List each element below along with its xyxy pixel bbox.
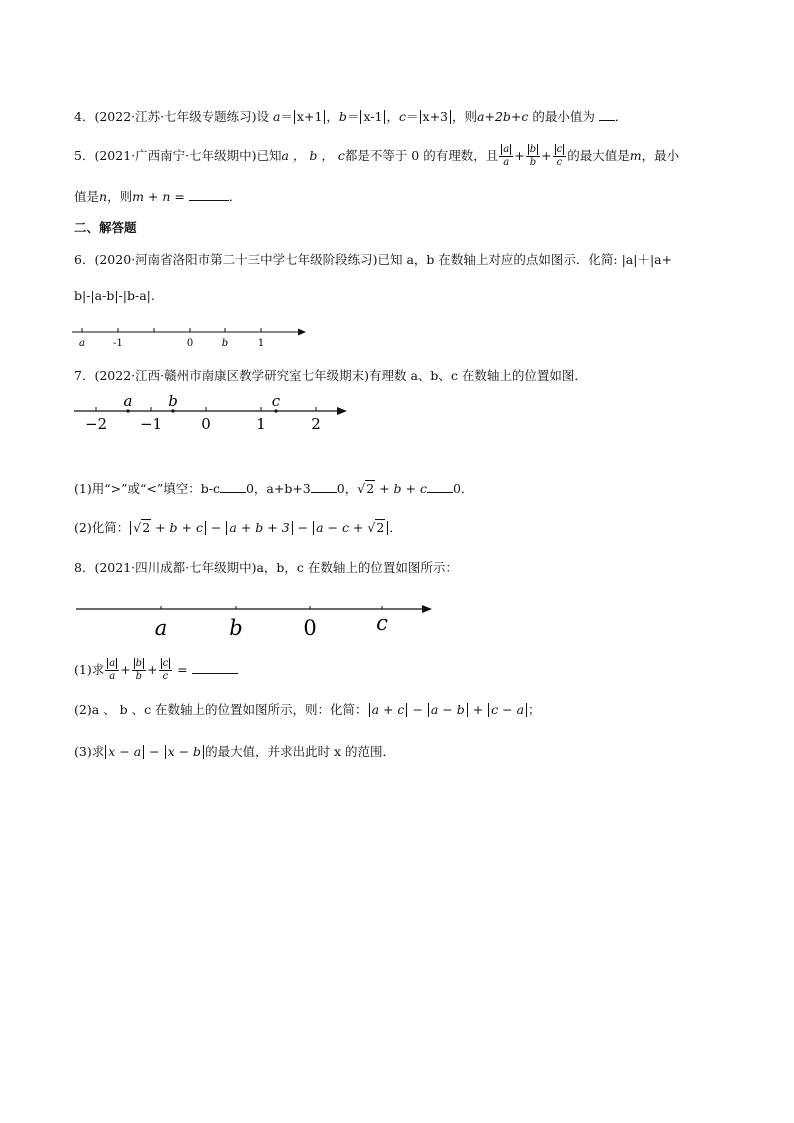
question-7-line-1: 7．(2022·江西·赣州市南康区教学研究室七年级期末)有理数 a、b、c 在数轴上的位置如图． [74,368,587,383]
q7-part2-abs2: a + b + 3 [226,521,292,535]
q4-abs2: x-1 [360,110,385,124]
q5-line2-prefix: 值是 [74,189,100,204]
q4-expr: a+2b+c [477,109,529,124]
q8-frac-b-num: b [135,658,143,669]
q8-arrowhead [422,605,432,613]
q8-frac-a [105,658,119,683]
q4-eq2: ＝ [346,109,360,124]
q4-end: ． [614,109,628,124]
q8-part3-prefix: (3)求 [74,744,105,759]
q6-label-a: a [79,338,85,349]
q5-frac-a-num: a [503,144,510,155]
q7-sqrt-2: √2 [357,481,375,496]
q7-part2-prefix: (2)化简： [74,520,130,535]
q7-part2-minus2: − [293,520,313,535]
q7-part2-abs3: a − c + √2 [313,521,388,535]
q5-var-m: m [629,148,642,163]
q7-number-line [72,392,352,432]
q5-after-frac: 的最大值是 [567,148,630,163]
q7-part1-end: 0． [452,481,474,496]
q8-label-b: b [229,616,243,640]
q7-part-2 [74,520,402,536]
q8-frac-c-num: c [162,658,169,669]
q4-suffix: 的最小值为 [528,109,595,124]
q5-frac-b-num: b [529,144,537,155]
q5-frac-c [553,144,567,169]
q8-part-2 [74,702,541,718]
q8-frac-b [132,658,146,683]
question-4 [74,108,627,125]
q5-frac-b-den: b [529,157,537,168]
q7-label-minus2: −2 [84,415,108,433]
q5-line2-mid: ，则 [107,189,133,204]
q7-label-0: 0 [201,415,211,433]
q7-label-2: 2 [311,415,321,433]
q7-part1-prefix: (1)用“>”或“<”填空：b-c [74,481,220,496]
q6-label-b: b [221,338,229,349]
q5-frac-b [526,144,540,169]
q8-part3-abs2: x − b [165,745,204,759]
q5-end: ． [228,189,242,204]
q4-prefix: 4．(2022·江苏·七年级专题练习)设 [74,109,273,124]
q7-label-1: 1 [256,415,266,433]
q8-label-c: c [376,611,388,635]
q7-arrowhead [337,407,347,415]
q4-abs1: x+1 [294,110,325,124]
q6-label-minus1: -1 [113,338,123,349]
q7-part2-abs3-sqrt: 2 [376,520,385,535]
q7-part2-minus1: − [206,520,226,535]
q7-part2-abs1: √2 + b + c [130,521,206,535]
q8-part2-plus: + [468,702,488,717]
q4-eq1: ＝ [280,109,293,124]
q5-frac-c-num: c [556,144,563,155]
q8-frac-b-den: b [135,671,143,682]
q8-part-3 [74,744,395,760]
q8-part2-end: ； [528,702,541,717]
q7-part2-abs3-text: a − c + [316,520,368,535]
q4-tail: ，则 [452,109,478,124]
q4-var-b: b [338,109,347,124]
q7-label-minus1: −1 [139,415,163,433]
q7-part1-after-sqrt: + b + c [375,481,427,496]
q7-part1-zero2: 0， [336,481,358,496]
q8-part2-abs2: a − b [428,703,468,717]
q8-part2-abs3: c − a [488,703,527,717]
q8-number-line [74,598,444,642]
q5-frac-a-den: a [503,157,510,168]
question-6-line-1: 6．(2020·河南省洛阳市第二十三中学七年级阶段练习)已知 a，b 在数轴上对应的点如图示．化简: |a|＋|a+ [74,252,673,267]
q7-part2-abs1-sqrt: 2 [142,520,151,535]
q8-label-0: 0 [303,616,317,640]
q4-abs3: x+3 [420,110,451,124]
q7-part2-abs1-rest: + b + c [151,520,203,535]
q5-frac-c-den: c [556,157,563,168]
q6-arrowhead [298,329,306,336]
q8-plus-2: + [147,662,158,677]
q5-mid: 都是不等于 0 的有理数，且 [344,148,499,163]
q8-part3-abs1: x − a [105,745,144,759]
q4-var-c: c [398,109,406,124]
q5-frac-a [499,144,513,169]
q8-answer-blank[interactable] [192,661,238,674]
q7-part1-zero1: 0，a+b+3 [245,481,311,496]
q5-answer-blank[interactable] [189,188,229,201]
q7-sqrt-radicand: 2 [366,481,375,496]
q4-var-a: a [272,109,281,124]
q8-frac-a-den: a [109,671,116,682]
q8-part3-suffix: 的最大值，并求出此时 x 的范围． [205,744,396,759]
q5-prefix: 5．(2021·广西南宁·七年级期中)已知 [74,148,282,163]
q7-part-1 [74,480,473,497]
q8-part1-eq: = [173,662,192,677]
q8-part2-minus1: − [408,702,427,717]
question-6-line-2: b|-|a-b|-|b-a|. [74,288,155,303]
q7-label-b: b [168,392,178,410]
question-5-line-2 [74,188,241,205]
section-heading: 二、解答题 [74,220,137,235]
q4-comma1: ， [326,109,339,124]
q8-plus-1: + [120,662,131,677]
q7-blank-3[interactable] [427,480,453,493]
q7-part2-end: ． [389,520,402,535]
q8-frac-c [159,658,173,683]
question-8-line-1: 8．(2021·四川成都·七年级期中)a，b，c 在数轴上的位置如图所示： [74,560,458,575]
q8-part-1 [74,658,238,683]
q7-label-a: a [123,392,133,410]
q7-blank-1[interactable] [220,480,246,493]
q8-part2-abs1: a + c [369,703,408,717]
q5-plus-2: + [541,148,552,163]
q5-plus-1: + [514,148,525,163]
q5-vars: a ， b ， c [281,148,345,163]
q6-label-1: 1 [257,338,265,349]
q8-part2-prefix: (2)a 、 b 、c 在数轴上的位置如图所示，则：化简： [74,702,368,717]
q8-label-a: a [154,616,168,640]
q6-number-line [70,322,310,350]
q4-answer-blank[interactable] [599,108,615,121]
q8-frac-a-num: a [109,658,116,669]
q7-blank-2[interactable] [311,480,337,493]
q4-comma2: ， [386,109,399,124]
q4-eq3: ＝ [406,109,419,124]
q5-line2-expr: m + n = [132,189,185,204]
question-5-line-1 [74,144,679,169]
q8-part1-prefix: (1)求 [74,662,105,677]
q8-part3-minus: − [145,744,164,759]
q5-after-m: ，最小 [641,148,680,163]
q8-frac-c-den: c [162,671,169,682]
q7-label-c: c [271,392,281,410]
q6-label-0: 0 [186,338,194,349]
q5-var-n: n [99,189,108,204]
